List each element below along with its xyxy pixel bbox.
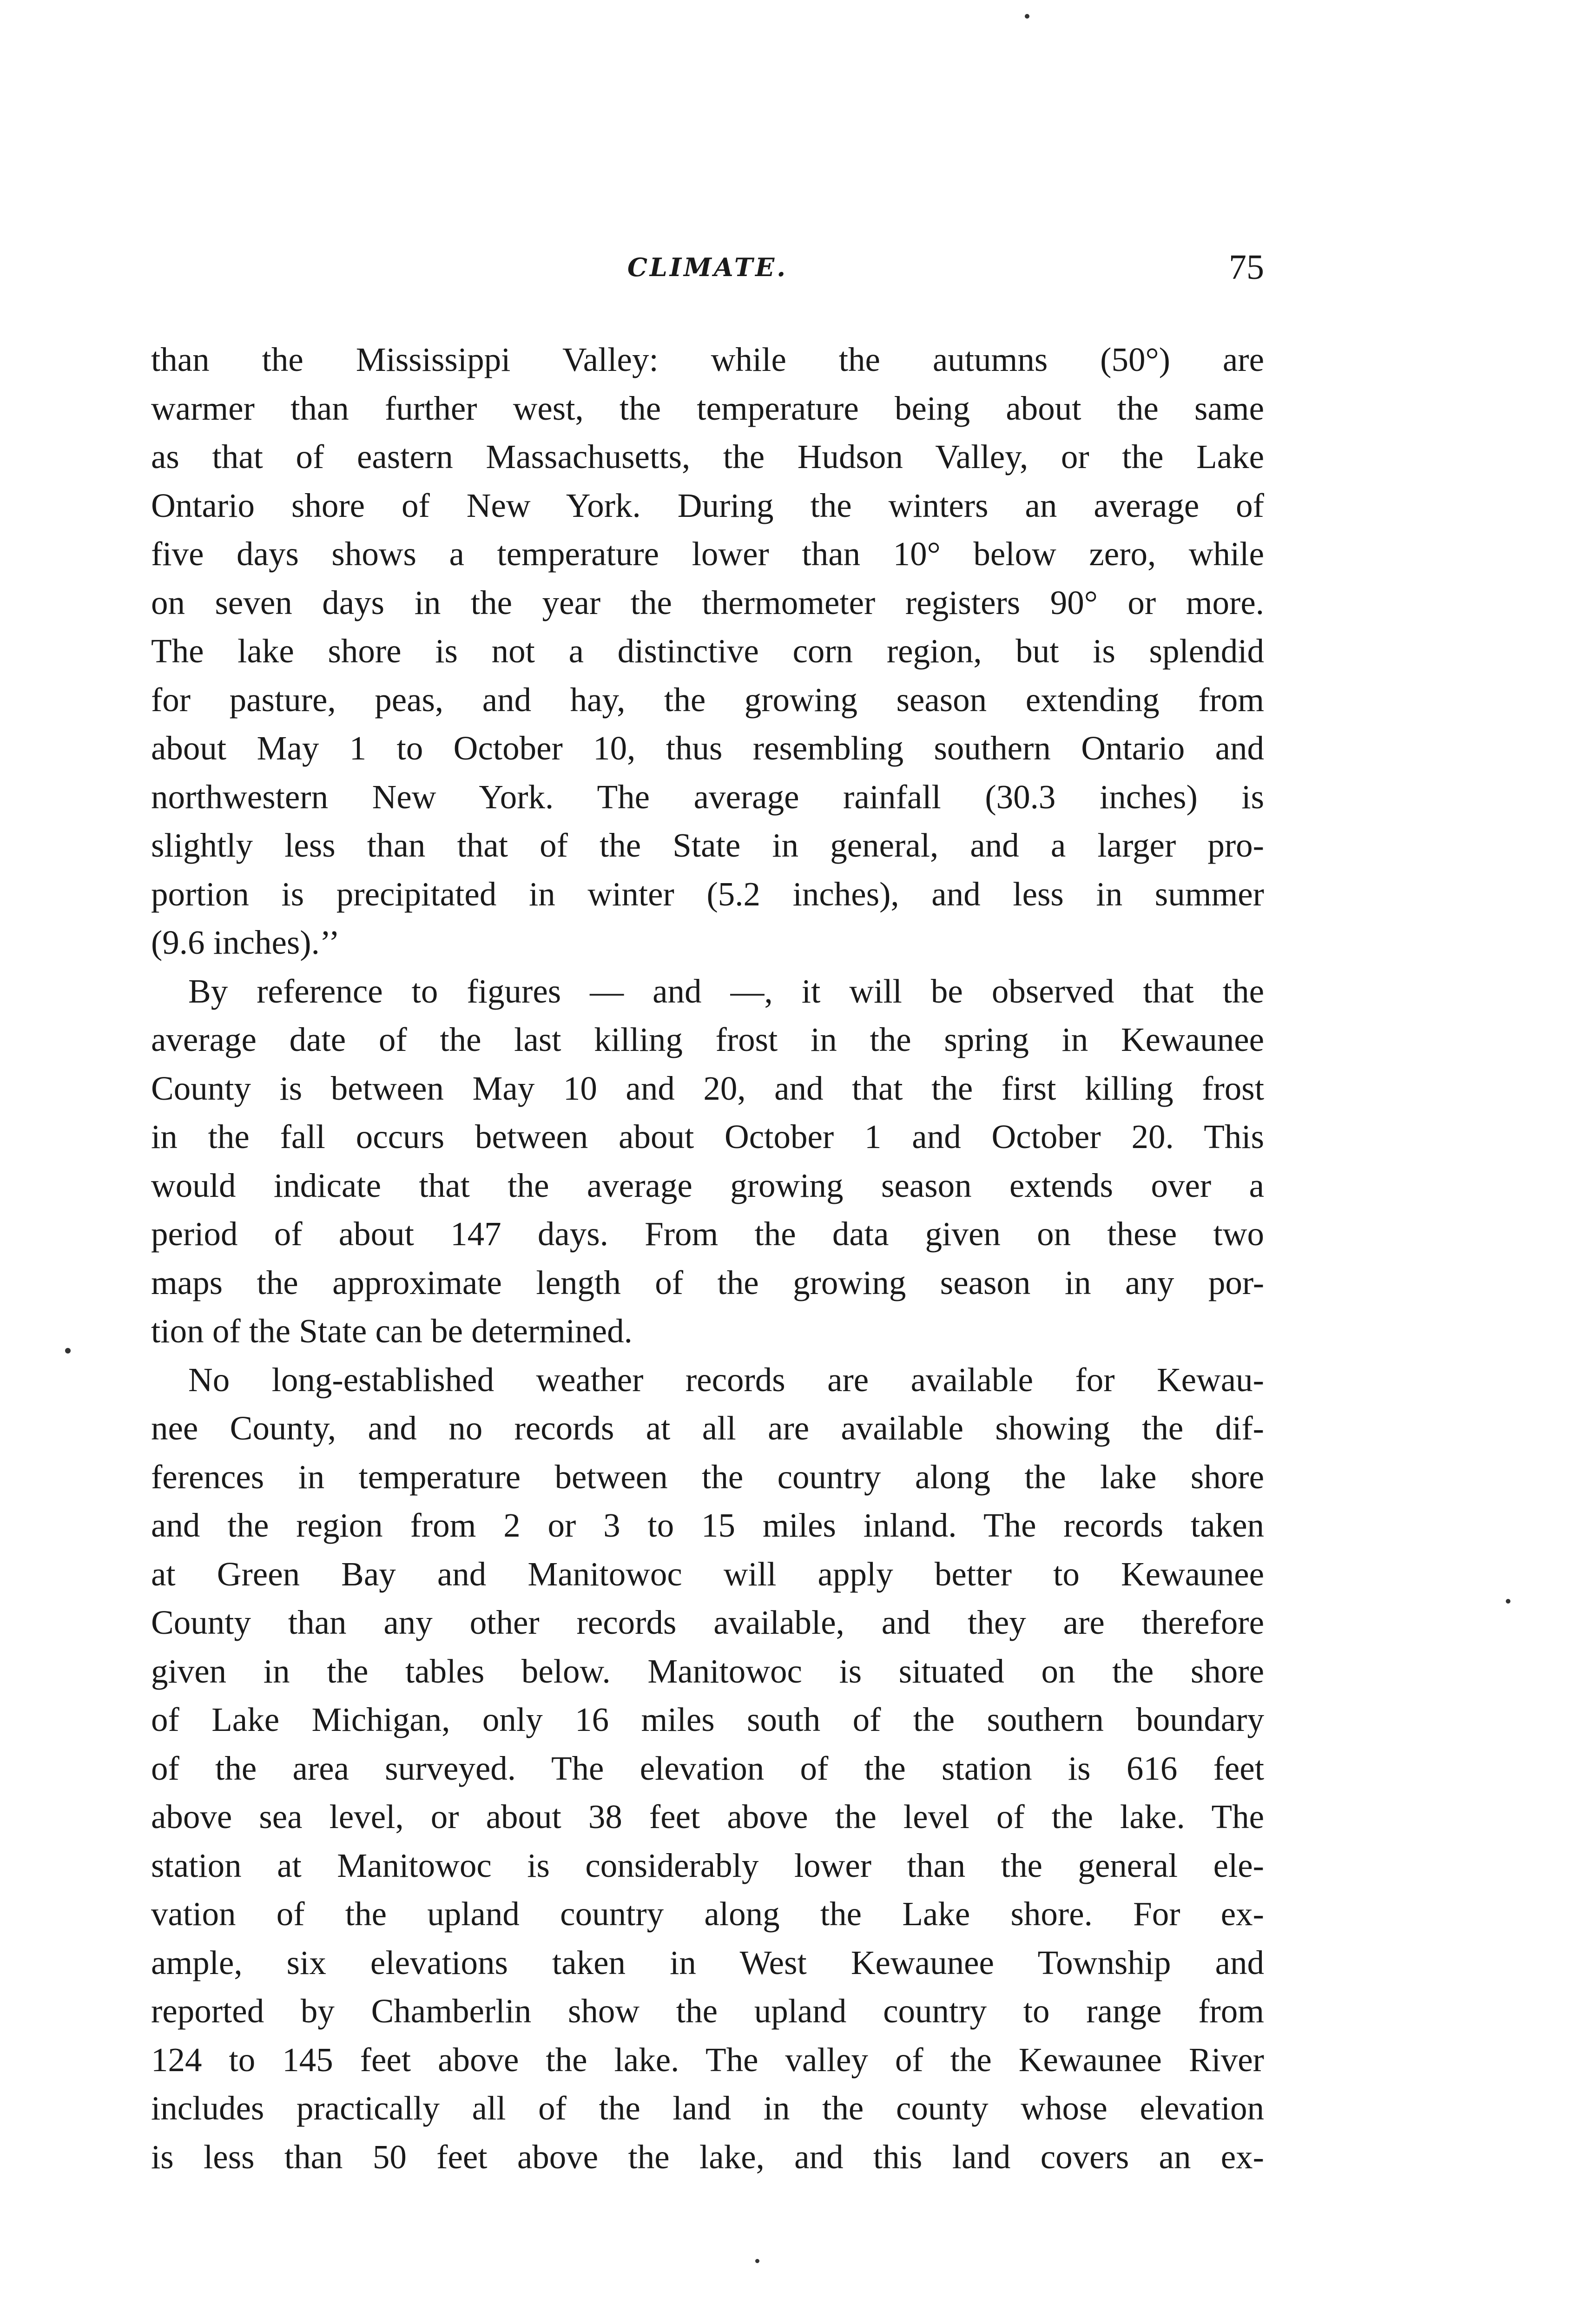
- text-line: tion of the State can be determined.: [151, 1312, 633, 1350]
- paragraph-3: [151, 1356, 1264, 2182]
- scan-speck: [65, 1348, 71, 1353]
- text-line: nee County, and no records at all are available showing the dif-: [151, 1409, 1264, 1447]
- page-header: [151, 246, 1264, 288]
- text-line: The lake shore is not a distinctive corn region, but is splendid: [151, 632, 1264, 670]
- text-line: station at Manitowoc is considerably lower than the general ele-: [151, 1846, 1264, 1884]
- scan-speck: [1506, 1599, 1510, 1604]
- text-line: as that of eastern Massachusetts, the Hudson Valley, or the Lake: [151, 438, 1264, 475]
- text-line: at Green Bay and Manitowoc will apply better to Kewaunee: [151, 1555, 1264, 1593]
- text-line: includes practically all of the land in the county whose elevation: [151, 2089, 1264, 2127]
- running-head: CLIMATE.: [627, 252, 788, 282]
- text-line: slightly less than that of the State in general, and a larger pro-: [151, 826, 1264, 864]
- text-line: No long-established weather records are available for Kewau-: [188, 1360, 1264, 1399]
- body-text: [151, 336, 1264, 2181]
- scan-speck: [1025, 14, 1029, 19]
- text-line: vation of the upland country along the Lake shore. For ex-: [151, 1895, 1264, 1933]
- text-line: (9.6 inches).’’: [151, 924, 340, 961]
- text-line: for pasture, peas, and hay, the growing season extending from: [151, 680, 1264, 719]
- paragraph-2: [151, 967, 1264, 1356]
- text-line: average date of the last killing frost in the spring in Kewaunee: [151, 1021, 1264, 1058]
- text-line: of the area surveyed. The elevation of the station is 616 feet: [151, 1749, 1264, 1787]
- text-line: County than any other records available, and they are therefore: [151, 1604, 1264, 1641]
- text-line: warmer than further west, the temperature being about the same: [151, 389, 1264, 427]
- text-line: By reference to figures — and —, it will be observed that the: [188, 972, 1264, 1010]
- text-line: Ontario shore of New York. During the winters an average of: [151, 486, 1264, 524]
- text-line: would indicate that the average growing season extends over a: [151, 1166, 1264, 1204]
- text-line: is less than 50 feet above the lake, and this land covers an ex-: [151, 2138, 1264, 2176]
- text-line: in the fall occurs between about October 1 and October 20. This: [151, 1118, 1264, 1155]
- text-line: northwestern New York. The average rainfall (30.3 inches) is: [151, 778, 1264, 816]
- text-line: than the Mississippi Valley: while the autumns (50°) are: [151, 341, 1264, 378]
- text-line: about May 1 to October 10, thus resembling southern Ontario and: [151, 729, 1264, 767]
- text-line: period of about 147 days. From the data given on these two: [151, 1215, 1264, 1253]
- text-line: and the region from 2 or 3 to 15 miles inland. The records taken: [151, 1506, 1264, 1544]
- text-line: County is between May 10 and 20, and that the first killing frost: [151, 1069, 1264, 1107]
- text-line: on seven days in the year the thermometer registers 90° or more.: [151, 583, 1264, 621]
- text-line: given in the tables below. Manitowoc is situated on the shore: [151, 1652, 1264, 1690]
- scan-speck: [755, 2259, 759, 2263]
- text-line: five days shows a temperature lower than 10° below zero, while: [151, 535, 1264, 573]
- text-line: above sea level, or about 38 feet above the level of the lake. The: [151, 1798, 1264, 1835]
- text-line: 124 to 145 feet above the lake. The valley of the Kewaunee River: [151, 2040, 1264, 2079]
- text-line: portion is precipitated in winter (5.2 inches), and less in summer: [151, 875, 1264, 913]
- text-line: ferences in temperature between the country along the lake shore: [151, 1458, 1264, 1496]
- text-line: of Lake Michigan, only 16 miles south of the southern boundary: [151, 1701, 1264, 1738]
- text-line: reported by Chamberlin show the upland country to range from: [151, 1992, 1264, 2030]
- paragraph-1: [151, 336, 1264, 967]
- page-number: 75: [1229, 248, 1264, 287]
- text-line: ample, six elevations taken in West Kewaunee Township and: [151, 1943, 1264, 1981]
- text-line: maps the approximate length of the growing season in any por-: [151, 1263, 1264, 1301]
